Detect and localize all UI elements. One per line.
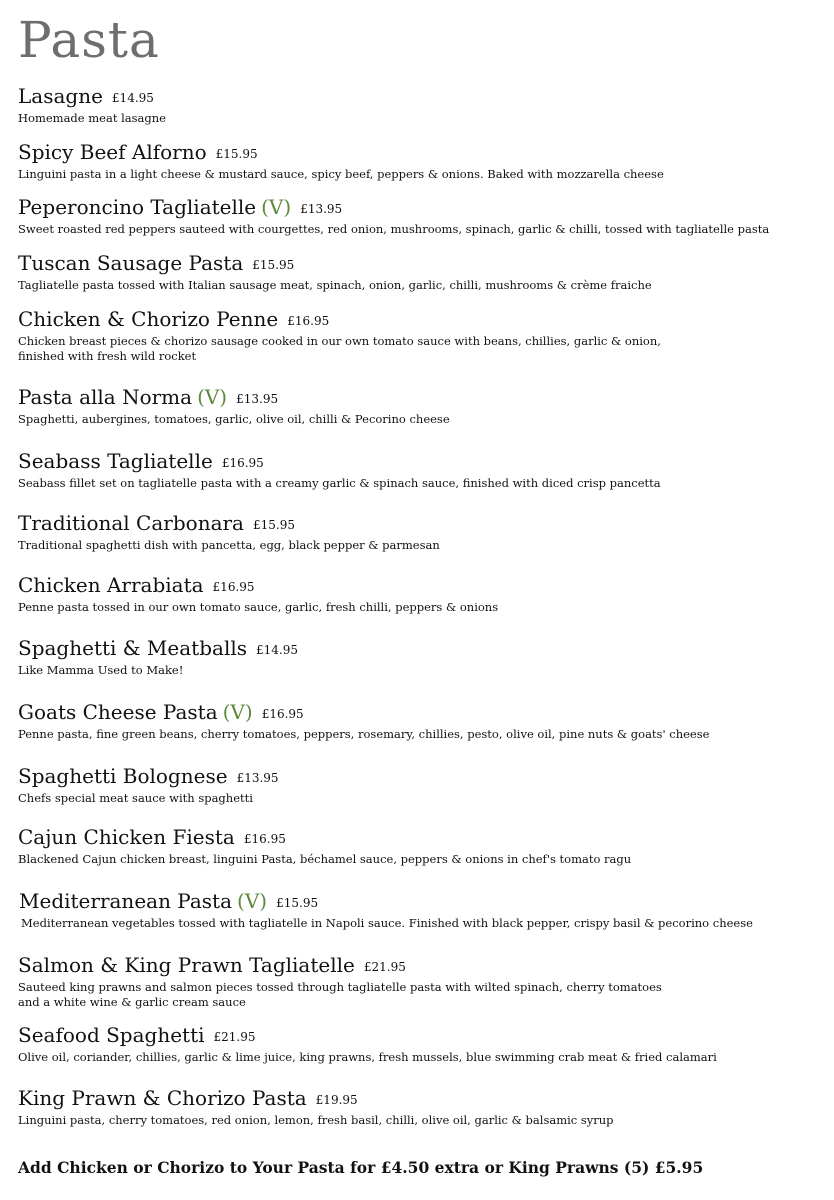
menu-item (18, 1086, 818, 1128)
item-description: Chefs special meat sauce with spaghetti (18, 791, 253, 805)
item-description: Sweet roasted red peppers sauteed with courgettes, red onion, mushrooms, spinach, garlic & chilli, tossed with tagliatelle pasta (18, 222, 770, 236)
item-description: Homemade meat lasagne (18, 111, 166, 125)
item-description: Traditional spaghetti dish with pancetta, egg, black pepper & parmesan (18, 538, 440, 552)
menu-item (18, 307, 818, 364)
item-price: £15.95 (252, 258, 295, 272)
item-price: £14.95 (111, 91, 154, 105)
item-name: Traditional Carbonara (18, 511, 244, 535)
item-price: £13.95 (236, 771, 279, 785)
menu-item (18, 636, 818, 678)
item-price: £19.95 (315, 1093, 358, 1107)
item-name: Spicy Beef Alforno (18, 140, 207, 164)
menu-item (18, 385, 818, 427)
item-description: Linguini pasta in a light cheese & mustard sauce, spicy beef, peppers & onions. Baked with mozzarella cheese (18, 167, 664, 181)
item-name: Peperoncino Tagliatelle (18, 195, 257, 219)
item-price: £15.95 (215, 147, 258, 161)
page-title: Pasta (18, 11, 160, 69)
item-price: £15.95 (276, 896, 319, 910)
item-name: Tuscan Sausage Pasta (18, 251, 244, 275)
item-price: £21.95 (213, 1030, 256, 1044)
vegetarian-marker: (V) (222, 700, 253, 724)
menu-item (18, 251, 818, 293)
item-description: Blackened Cajun chicken breast, linguini Pasta, béchamel sauce, peppers & onions in chef's tomato ragu (18, 852, 632, 866)
item-price: £14.95 (256, 643, 298, 657)
menu-item (18, 825, 818, 867)
item-name: Chicken & Chorizo Penne (18, 307, 279, 331)
vegetarian-marker: (V) (197, 385, 228, 409)
menu-item (19, 889, 819, 931)
menu-item (18, 764, 818, 806)
item-description: Tagliatelle pasta tossed with Italian sausage meat, spinach, onion, garlic, chilli, mushrooms & crème fraiche (18, 278, 652, 292)
vegetarian-marker: (V) (261, 195, 292, 219)
menu-item (18, 195, 818, 237)
add-on-note: Add Chicken or Chorizo to Your Pasta for £4.50 extra or King Prawns (5) £5.95 (18, 1158, 704, 1177)
item-description: Spaghetti, aubergines, tomatoes, garlic, olive oil, chilli & Pecorino cheese (18, 412, 450, 426)
item-price: £15.95 (252, 518, 295, 532)
item-name: Pasta alla Norma (18, 385, 193, 409)
item-description: Penne pasta tossed in our own tomato sauce, garlic, fresh chilli, peppers & onions (18, 600, 499, 614)
item-description: Mediterranean vegetables tossed with tagliatelle in Napoli sauce. Finished with black pepper, crispy basil & pecorino cheese (21, 916, 753, 930)
item-name: Mediterranean Pasta (19, 889, 233, 913)
item-description: Olive oil, coriander, chillies, garlic & lime juice, king prawns, fresh mussels, blue swimming crab meat & fried calamari (18, 1050, 717, 1064)
menu-item (18, 1023, 818, 1065)
item-name: Chicken Arrabiata (18, 573, 204, 597)
menu-item (18, 953, 818, 1010)
item-name: Spaghetti & Meatballs (18, 636, 247, 660)
item-price: £16.95 (221, 456, 264, 470)
item-description: Seabass fillet set on tagliatelle pasta with a creamy garlic & spinach sauce, finished with diced crisp pancetta (18, 476, 661, 490)
item-price: £16.95 (261, 707, 304, 721)
item-name: King Prawn & Chorizo Pasta (18, 1086, 307, 1110)
item-price: £16.95 (212, 580, 255, 594)
item-name: Cajun Chicken Fiesta (18, 825, 235, 849)
menu-item (18, 140, 818, 182)
item-price: £21.95 (363, 960, 406, 974)
menu-item (18, 84, 818, 126)
vegetarian-marker: (V) (237, 889, 268, 913)
item-name: Lasagne (18, 84, 103, 108)
item-price: £16.95 (243, 832, 286, 846)
item-description: Chicken breast pieces & chorizo sausage cooked in our own tomato sauce with beans, chillies, garlic & onion, finished with fresh wild rocket (18, 334, 661, 363)
item-name: Spaghetti Bolognese (18, 764, 228, 788)
menu-item (18, 700, 818, 742)
menu-item (18, 449, 818, 491)
menu-item (18, 573, 818, 615)
item-name: Seafood Spaghetti (18, 1023, 205, 1047)
item-description: Sauteed king prawns and salmon pieces tossed through tagliatelle pasta with wilted spinach, cherry tomatoes and a white wine & garlic cream sauce (18, 980, 662, 1009)
item-price: £13.95 (236, 392, 279, 406)
item-name: Goats Cheese Pasta (18, 700, 218, 724)
item-name: Salmon & King Prawn Tagliatelle (18, 953, 355, 977)
item-description: Penne pasta, fine green beans, cherry tomatoes, peppers, rosemary, chillies, pesto, olive oil, pine nuts & goats' cheese (18, 727, 710, 741)
item-name: Seabass Tagliatelle (18, 449, 213, 473)
item-price: £13.95 (300, 202, 343, 216)
item-price: £16.95 (287, 314, 330, 328)
menu-item (18, 511, 818, 553)
item-description: Linguini pasta, cherry tomatoes, red onion, lemon, fresh basil, chilli, olive oil, garlic & balsamic syrup (18, 1113, 614, 1127)
item-description: Like Mamma Used to Make! (18, 663, 184, 677)
